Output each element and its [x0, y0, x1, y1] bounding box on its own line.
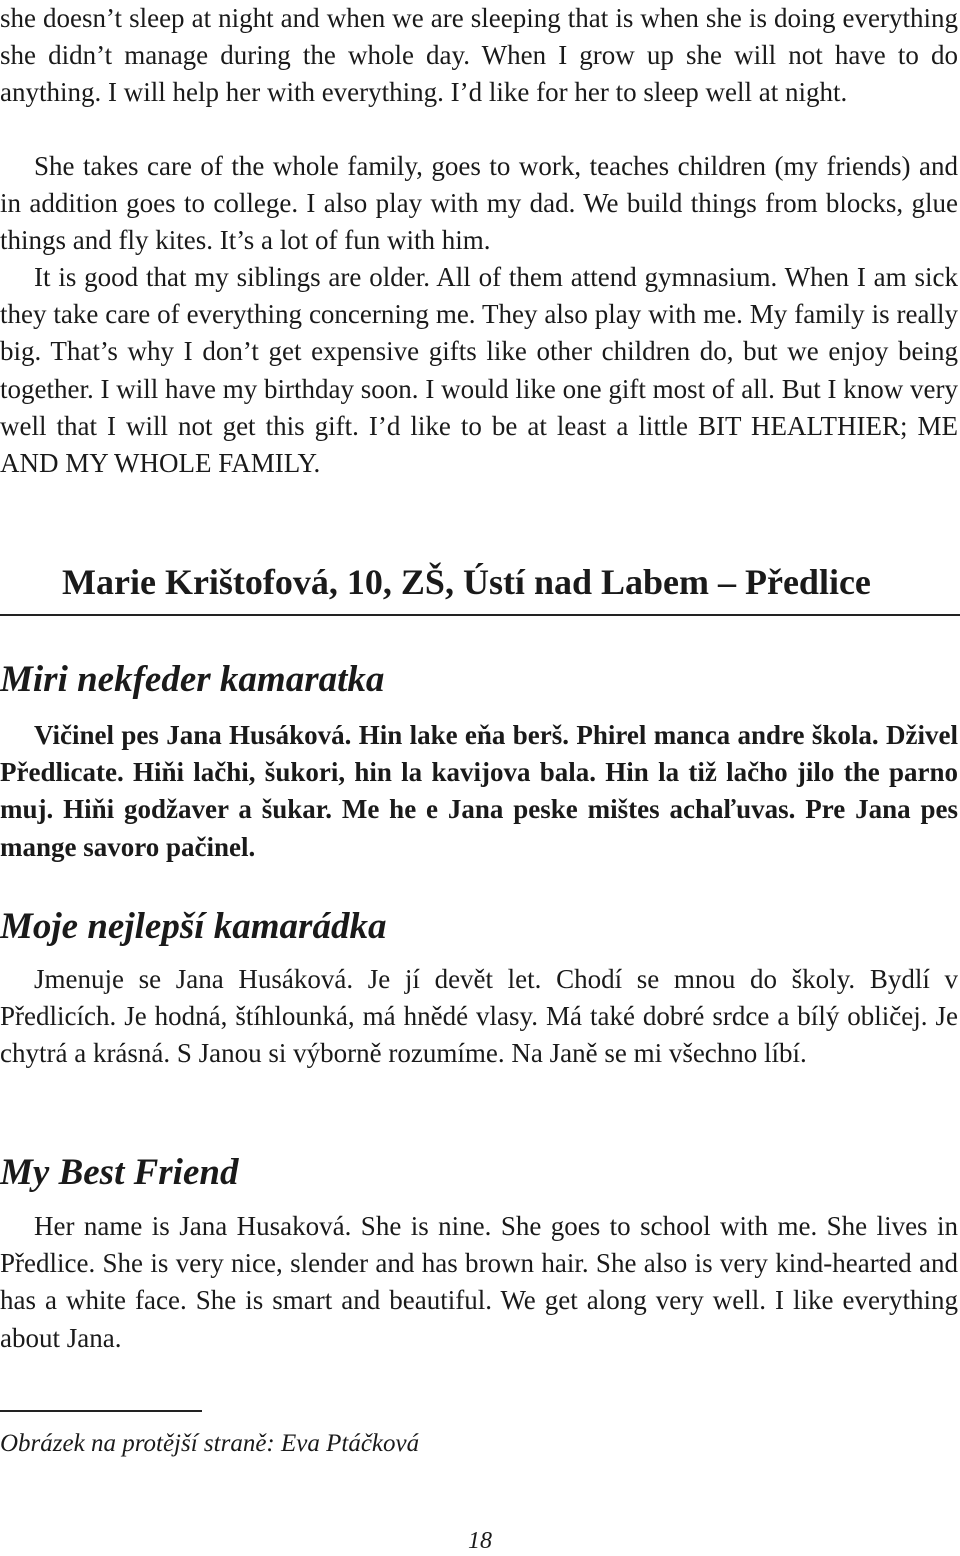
intro-paragraph-3: It is good that my siblings are older. All of them attend gymnasium. When I am sick they take care of everything concerning me. They also play with me. My family is really big. That’s why I don’t get expensive gifts like other children do, but we enjoy being together. I will have my birthday soon. I would like one gift most of all. But I know very well that I will not get this gift. I’d like to be at least a little BIT HEALTHIER; ME AND MY WHOLE FAMILY.: [0, 262, 958, 479]
author-heading: Marie Krištofová, 10, ZŠ, Ústí nad Labem – Předlice: [62, 562, 871, 602]
romani-body: Vičinel pes Jana Husáková. Hin lake eňa berš. Phirel manca andre škola. Dživel Předlicate. Hiňi lačhi, šukori, hin la kavijova bala. Hin la tiž lačho jilo the parno muj. Hiňi godžaver a šukar. Me he e Jana peske mištes achaľuvas. Pre Jana pes mange savoro pačinel.: [0, 720, 958, 862]
heading-divider: [0, 614, 960, 616]
czech-title: Moje nejlepší kamarádka: [0, 906, 387, 947]
intro-paragraph-2: She takes care of the whole family, goes to work, teaches children (my friends) and in addition goes to college. I also play with my dad. We build things from blocks, glue things and fly kites. It’s a lot of fun with him.: [0, 151, 958, 256]
page-number: 18: [468, 1528, 492, 1554]
footnote-divider: [0, 1410, 202, 1412]
czech-body: Jmenuje se Jana Husáková. Je jí devět let. Chodí se mnou do školy. Bydlí v Předlicích. Je hodná, štíhlounká, má hnědé vlasy. Má také dobré srdce a bílý obličej. Je chytrá a krásná. S Janou si výborně rozumíme. Na Janě se mi všechno líbí.: [0, 964, 958, 1069]
intro-paragraph-1: she doesn’t sleep at night and when we are sleeping that is when she is doing everything she didn’t manage during the whole day. When I grow up she will not have to do anything. I will help her with everything. I’d like for her to sleep well at night.: [0, 3, 958, 108]
english-body: Her name is Jana Husaková. She is nine. She goes to school with me. She lives in Předlice. She is very nice, slender and has brown hair. She also is very kind-hearted and has a white face. She is smart and beautiful. We get along very well. I like everything about Jana.: [0, 1211, 958, 1353]
english-title: My Best Friend: [0, 1152, 239, 1193]
romani-title: Miri nekfeder kamaratka: [0, 659, 385, 700]
image-credit-footnote: Obrázek na protější straně: Eva Ptáčková: [0, 1430, 420, 1457]
